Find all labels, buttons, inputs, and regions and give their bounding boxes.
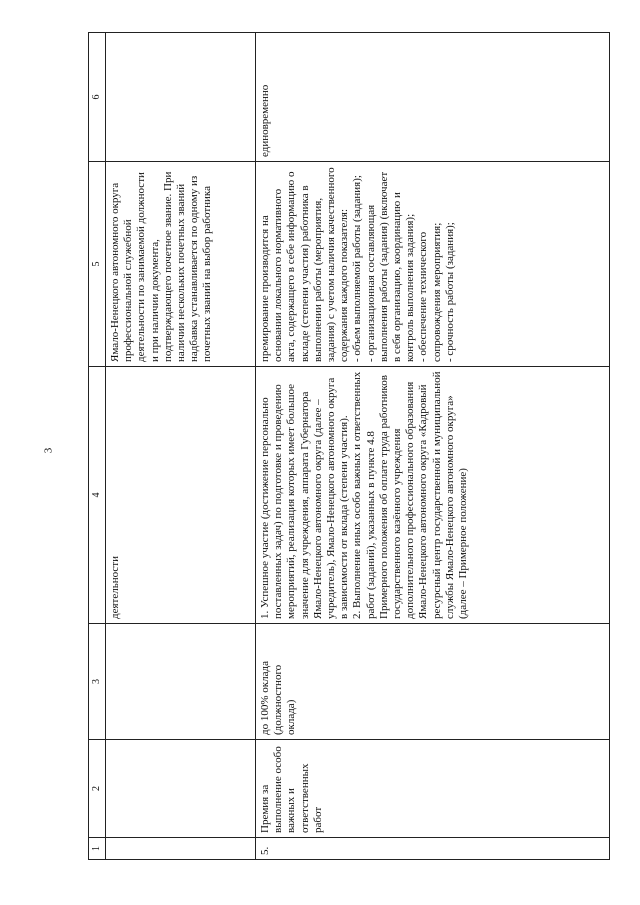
conditions-item-2: 2. Выполнение иных особо важных и ответственных работ (заданий), указанных в пункте 4.8 Примерного положения об оплате труда работников государственного казённого учреждения дополнительного профессионального образования Ямало-Ненецкого автономного округа «Кадровый ресурсный центр государственной и муниципальной службы Ямало-Ненецкого автономного округа» (далее – Примерное положение): [351, 371, 470, 619]
cell-name-empty: [106, 740, 256, 838]
column-header-1: 1: [89, 838, 106, 860]
page-number: 3: [42, 447, 55, 454]
column-header-4: 4: [89, 367, 106, 624]
conditions-item-1: 1. Успешное участие (достижение персонально поставленных задач) по подготовке и проведению мероприятий, реализация которых имеет большое значение для учреждения, аппарата Губернатора Ямало-Ненецкого автономного округа (далее – учредитель), Ямало-Ненецкого автономного округа в зависимости от вклада (степени участия).: [259, 377, 351, 619]
cell-payment-conditions: [256, 367, 610, 624]
procedure-line: - организационная составляющая выполнения работы (задания) (включает в себя организацию, координацию и контроль выполнения задания);: [364, 171, 417, 362]
cell-procedure-continued: Ямало-Ненецкого автономного округа профессиональной служебной деятельности по занимаемой должности и при наличии документа, подтверждающего почетное звание. При наличии нескольких почетных званий надбавка устанавливается по одному из почетных званий на выбор работника: [106, 162, 256, 367]
procedure-line: - обеспечение технического сопровождения мероприятия;: [417, 222, 443, 362]
cell-periodicity-empty: [106, 33, 256, 162]
cell-number-empty: [106, 838, 256, 860]
payments-table: [88, 32, 610, 860]
cell-payment-periodicity: единовременно: [256, 33, 610, 162]
rotated-table-container: [88, 33, 610, 860]
procedure-line: - объем выполняемой работы (задания);: [351, 175, 364, 362]
cell-payment-procedure: [256, 162, 610, 367]
procedure-line: - срочность работы (задания);: [443, 222, 456, 362]
column-header-2: 2: [89, 740, 106, 838]
cell-payment-name: Премия за выполнение особо важных и ответственных работ: [256, 740, 610, 838]
table-row-5: [256, 33, 610, 860]
column-header-5: 5: [89, 162, 106, 367]
cell-conditions-continued: деятельности: [106, 367, 256, 624]
table-row-continued: [106, 33, 256, 860]
column-header-3: 3: [89, 624, 106, 740]
cell-row-number: 5.: [256, 838, 610, 860]
column-header-6: 6: [89, 33, 106, 162]
cell-amount-empty: [106, 624, 256, 740]
header-row: [89, 33, 106, 860]
procedure-line: премирование производится на основании локального нормативного акта, содержащего в себе информацию о вкладе (степени участия) работника в выполнении работы (мероприятия, задания) с учетом наличия качественного содержания каждого показателя:: [259, 167, 351, 362]
cell-payment-amount: до 100% оклада (должностного оклада): [256, 624, 610, 740]
